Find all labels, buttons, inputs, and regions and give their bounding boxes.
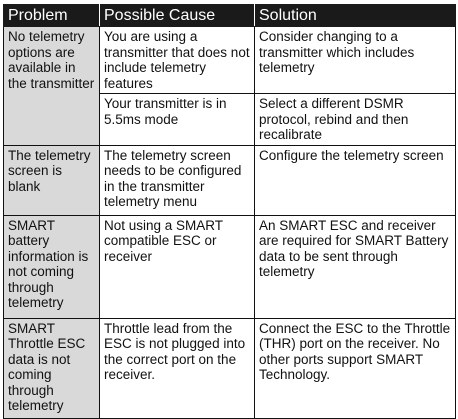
troubleshooting-table (3, 4, 456, 419)
table-row (4, 215, 456, 318)
solution-cell: Configure the telemetry screen (255, 145, 456, 215)
problem-cell: The telemetry screen is blank (4, 145, 100, 215)
solution-cell: Select a different DSMR protocol, rebind and then recalibrate (255, 94, 456, 146)
cause-cell: You are using a transmitter that does not include telemetry features (100, 27, 255, 94)
header-solution: Solution (255, 5, 456, 27)
cause-cell: Not using a SMART compatible ESC or receiver (100, 215, 255, 318)
solution-cell: Connect the ESC to the Throttle (THR) port on the receiver. No other ports support SMART Technology. (255, 318, 456, 418)
table-row (4, 145, 456, 215)
table-row (4, 318, 456, 418)
solution-cell: Consider changing to a transmitter which includes telemetry (255, 27, 456, 94)
cause-cell: Throttle lead from the ESC is not plugged into the correct port on the receiver. (100, 318, 255, 418)
problem-cell: No telemetry options are available in the transmitter (4, 27, 100, 146)
header-possible-cause: Possible Cause (100, 5, 255, 27)
table-header-row (4, 5, 456, 27)
header-problem: Problem (4, 5, 100, 27)
problem-cell: SMART Throttle ESC data is not coming through telemetry (4, 318, 100, 418)
cause-cell: Your transmitter is in 5.5ms mode (100, 94, 255, 146)
solution-cell: An SMART ESC and receiver are required for SMART Battery data to be sent through telemetry (255, 215, 456, 318)
table-row (4, 27, 456, 94)
problem-cell: SMART battery information is not coming through telemetry (4, 215, 100, 318)
cause-cell: The telemetry screen needs to be configured in the transmitter telemetry menu (100, 145, 255, 215)
